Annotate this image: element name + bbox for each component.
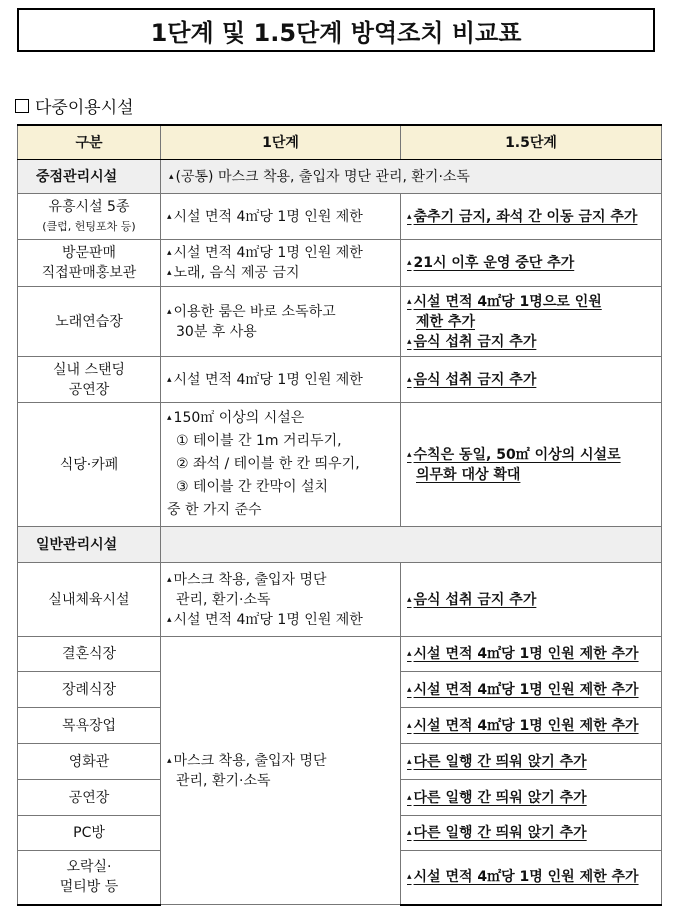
facility-name: 노래연습장 bbox=[18, 287, 161, 357]
stage1-rule: ▴ 시설 면적 4㎡당 1명 인원 제한 bbox=[161, 194, 401, 240]
category-label: 중점관리시설 bbox=[18, 160, 161, 194]
table-row bbox=[18, 194, 662, 240]
facility-name: 식당·카페 bbox=[18, 403, 161, 527]
page-title-box bbox=[17, 8, 655, 52]
stage1-rule: ▴ 이용한 룸은 바로 소독하고 30분 후 사용 bbox=[161, 287, 401, 357]
category-label: 일반관리시설 bbox=[18, 527, 161, 563]
table-row bbox=[18, 563, 662, 637]
facility-name: 목욕장업 bbox=[18, 708, 161, 744]
stage15-rule: ▴ 음식 섭취 금지 추가 bbox=[401, 357, 662, 403]
stage1-common-rule: ▴ 마스크 착용, 출입자 명단 관리, 환기·소독 bbox=[161, 637, 401, 905]
facility-name: 실내 스탠딩 공연장 bbox=[18, 357, 161, 403]
category-row-priority bbox=[18, 160, 662, 194]
header-stage15: 1.5단계 bbox=[401, 125, 662, 160]
stage1-rule: ▴ 150㎡ 이상의 시설은 ① 테이블 간 1m 거리두기, ② 좌석 / 테이블 한 칸 띄우기, ③ 테이블 간 칸막이 설치 중 한 가지 준수 bbox=[161, 403, 401, 527]
facility-name: 유흥시설 5종 (클럽, 헌팅포차 등) bbox=[18, 194, 161, 240]
stage15-rule: ▴ 시설 면적 4㎡당 1명으로 인원 제한 추가 ▴ 음식 섭취 금지 추가 bbox=[401, 287, 662, 357]
facility-name: 장례식장 bbox=[18, 672, 161, 708]
facility-name: 공연장 bbox=[18, 780, 161, 816]
category-empty bbox=[161, 527, 662, 563]
facility-name: 방문판매 직접판매홍보관 bbox=[18, 240, 161, 287]
stage1-rule: ▴ 마스크 착용, 출입자 명단 관리, 환기·소독 ▴ 시설 면적 4㎡당 1명 인원 제한 bbox=[161, 563, 401, 637]
table-row bbox=[18, 403, 662, 527]
checkbox-icon bbox=[15, 99, 29, 113]
stage15-rule: ▴ 수칙은 동일, 50㎡ 이상의 시설로 의무화 대상 확대 bbox=[401, 403, 662, 527]
category-common-rule: ▴ (공통) 마스크 착용, 출입자 명단 관리, 환기·소독 bbox=[161, 160, 662, 194]
facility-name: 결혼식장 bbox=[18, 637, 161, 672]
header-category: 구분 bbox=[18, 125, 161, 160]
stage15-rule: ▴ 다른 일행 간 띄워 앉기 추가 bbox=[401, 744, 662, 780]
facility-name: 오락실· 멀티방 등 bbox=[18, 851, 161, 905]
section-heading bbox=[15, 93, 134, 118]
table-row bbox=[18, 287, 662, 357]
facility-name: 영화관 bbox=[18, 744, 161, 780]
stage15-rule: ▴ 21시 이후 운영 중단 추가 bbox=[401, 240, 662, 287]
stage15-rule: ▴ 춤추기 금지, 좌석 간 이동 금지 추가 bbox=[401, 194, 662, 240]
category-row-general bbox=[18, 527, 662, 563]
stage15-rule: ▴ 시설 면적 4㎡당 1명 인원 제한 추가 bbox=[401, 851, 662, 905]
header-stage1: 1단계 bbox=[161, 125, 401, 160]
comparison-table bbox=[17, 124, 662, 906]
stage15-rule: ▴ 시설 면적 4㎡당 1명 인원 제한 추가 bbox=[401, 708, 662, 744]
stage15-rule: ▴ 음식 섭취 금지 추가 bbox=[401, 563, 662, 637]
table-row bbox=[18, 637, 662, 672]
table-row bbox=[18, 240, 662, 287]
stage15-rule: ▴ 시설 면적 4㎡당 1명 인원 제한 추가 bbox=[401, 672, 662, 708]
page-title: 1단계 및 1.5단계 방역조치 비교표 bbox=[150, 18, 522, 47]
stage15-rule: ▴ 다른 일행 간 띄워 앉기 추가 bbox=[401, 780, 662, 816]
facility-name: 실내체육시설 bbox=[18, 563, 161, 637]
stage1-rule: ▴ 시설 면적 4㎡당 1명 인원 제한 ▴ 노래, 음식 제공 금지 bbox=[161, 240, 401, 287]
stage1-rule: ▴ 시설 면적 4㎡당 1명 인원 제한 bbox=[161, 357, 401, 403]
facility-name: PC방 bbox=[18, 816, 161, 851]
stage15-rule: ▴ 다른 일행 간 띄워 앉기 추가 bbox=[401, 816, 662, 851]
table-row bbox=[18, 357, 662, 403]
stage15-rule: ▴ 시설 면적 4㎡당 1명 인원 제한 추가 bbox=[401, 637, 662, 672]
section-heading-text: 다중이용시설 bbox=[35, 98, 134, 118]
header-row bbox=[18, 125, 662, 160]
